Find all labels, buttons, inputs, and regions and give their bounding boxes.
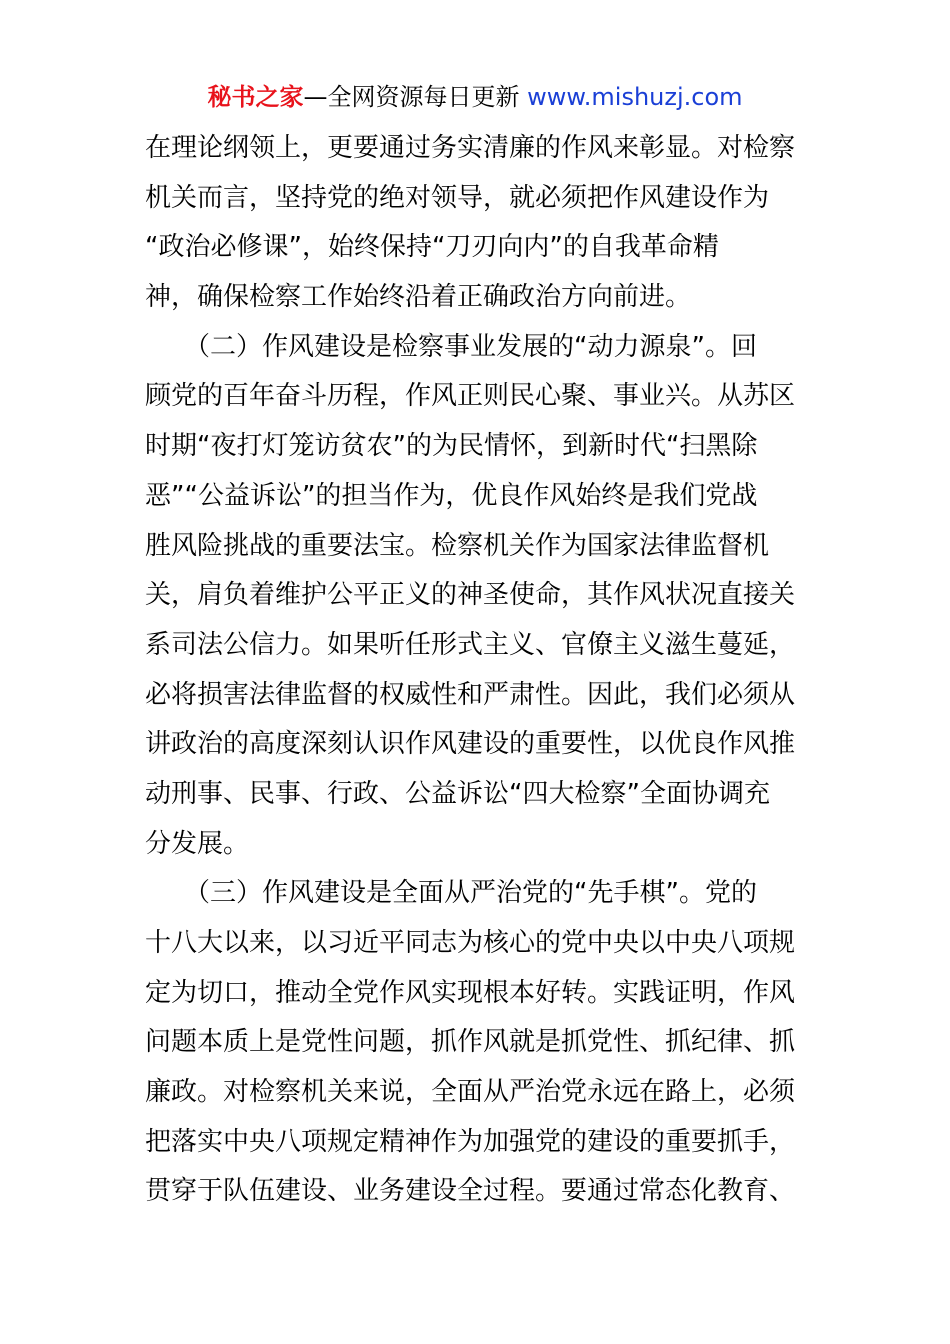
text-line: 廉政。对检察机关来说，全面从严治党永远在路上，必须	[145, 1077, 796, 1108]
text-line: 动刑事、民事、行政、公益诉讼“四大检察”全面协调充	[145, 778, 770, 809]
text-line: 时期“夜打灯笼访贫农”的为民情怀，到新时代“扫黑除	[145, 431, 758, 462]
section-heading-line: （三）作风建设是全面从严治党的“先手棋”。党的	[145, 878, 757, 909]
text-line: 贯穿于队伍建设、业务建设全过程。要通过常态化教育、	[145, 1176, 796, 1207]
site-brand: 秘书之家	[207, 83, 304, 111]
text-line: “政治必修课”，始终保持“刀刃向内”的自我革命精	[145, 232, 719, 263]
text-line: 定为切口，推动全党作风实现根本好转。实践证明，作风	[145, 977, 796, 1008]
text-line: 讲政治的高度深刻认识作风建设的重要性，以优良作风推	[145, 729, 796, 760]
text-line: 系司法公信力。如果听任形式主义、官僚主义滋生蔓延，	[145, 629, 796, 660]
text-line: 胜风险挑战的重要法宝。检察机关作为国家法律监督机	[145, 530, 770, 561]
text-line: 恶”“公益诉讼”的担当作为，优良作风始终是我们党战	[145, 480, 758, 511]
text-line: 问题本质上是党性问题，抓作风就是抓党性、抓纪律、抓	[145, 1027, 796, 1058]
text-line: 顾党的百年奋斗历程，作风正则民心聚、事业兴。从苏区	[145, 381, 796, 412]
document-body	[145, 124, 815, 1217]
section-heading-line: （二）作风建设是检察事业发展的“动力源泉”。回	[145, 331, 757, 362]
text-line: 分发展。	[145, 828, 250, 859]
text-line: 关，肩负着维护公平正义的神圣使命，其作风状况直接关	[145, 580, 796, 611]
text-line: 把落实中央八项规定精神作为加强党的建设的重要抓手，	[145, 1126, 796, 1157]
text-line: 机关而言，坚持党的绝对领导，就必须把作风建设作为	[145, 182, 770, 213]
text-line: 在理论纲领上，更要通过务实清廉的作风来彰显。对检察	[145, 133, 796, 163]
text-line: 神，确保检察工作始终沿着正确政治方向前进。	[145, 282, 692, 313]
site-url-link[interactable]: www.mishuzj.com	[527, 83, 743, 111]
site-header	[0, 80, 950, 114]
text-line: 十八大以来，以习近平同志为核心的党中央以中央八项规	[145, 928, 796, 958]
site-tagline: —全网资源每日更新	[303, 83, 520, 111]
text-line: 必将损害法律监督的权威性和严肃性。因此，我们必须从	[145, 679, 796, 710]
